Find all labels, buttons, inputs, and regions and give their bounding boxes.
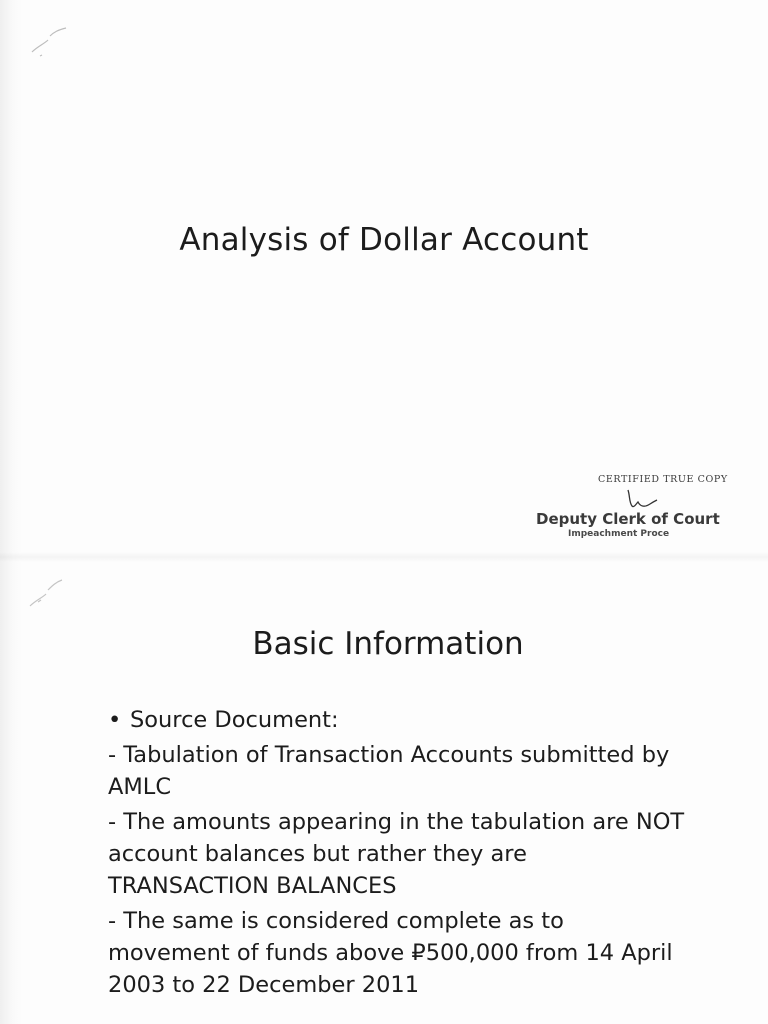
- slide-title-basic-information: Basic Information: [252, 626, 524, 662]
- stamp-office-text: Deputy Clerk of Court: [536, 510, 720, 528]
- scan-smudge-top: [26, 22, 72, 62]
- paragraph-transaction-balances: - The amounts appearing in the tabulation are NOT account balances but rather they are TRANSACTION BALANCES: [108, 809, 685, 899]
- stamp-office-subtext: Impeachment Proce: [568, 529, 670, 539]
- scan-smudge-middle: [26, 570, 72, 610]
- bullet-icon: •: [108, 707, 122, 733]
- slide-body: [108, 704, 688, 1004]
- stamp-certified-text: CERTIFIED TRUE COPY: [598, 474, 728, 485]
- paragraph-fund-movement: - The same is considered complete as to movement of funds above ₽500,000 from 14 April 2003 to 22 December 2011: [108, 908, 673, 998]
- bullet-text: Source Document:: [130, 707, 339, 733]
- bullet-item-source-document: [108, 704, 688, 736]
- slide-divider: [0, 552, 768, 562]
- scan-edge: [0, 0, 22, 1024]
- slide-title-dollar-account: Analysis of Dollar Account: [179, 222, 589, 258]
- certified-copy-stamp: [528, 470, 728, 550]
- paragraph-tabulation: - Tabulation of Transaction Accounts submitted by AMLC: [108, 742, 670, 800]
